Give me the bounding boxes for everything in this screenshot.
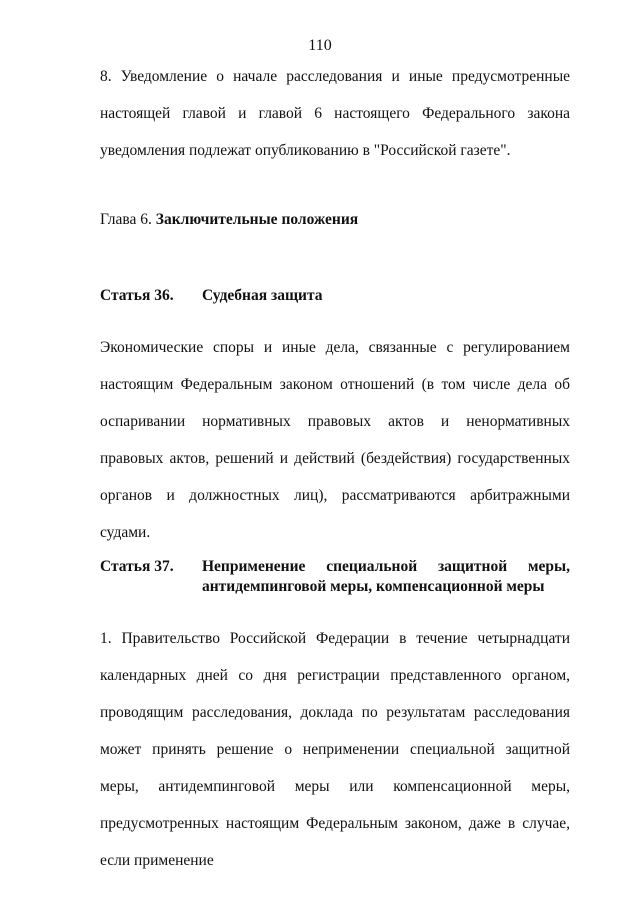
article-37-heading [100,557,570,597]
chapter-label: Глава 6. [100,211,152,228]
article-36-title: Судебная защита [202,287,323,304]
article-37-number: Статья 37. [100,558,174,575]
chapter-heading [100,210,358,230]
article-37-text: 1. Правительство Российской Федерации в течение четырнадцати календарных дней со дня регистрации представленного органом, проводящим расследования, доклада по результатам расследования может принять решение о неприменении специальной защитной меры, антидемпинговой меры или компенсационной меры, предусмотренных настоящим Федеральным законом, даже в случае, если применение [100,630,570,869]
page-number: 110 [308,37,332,54]
article-36-text: Экономические споры и иные дела, связанные с регулированием настоящим Федеральным законом отношений (в том числе дела об оспаривании нормативных правовых актов и ненормативных правовых актов, решений и действий (бездействия) государственных органов и должностных лиц), рассматриваются арбитражными судами. [100,339,570,541]
article-36-number: Статья 36. [100,287,174,304]
chapter-title: Заключительные положения [155,211,359,228]
notice-paragraph: 8. Уведомление о начале расследования и иные предусмотренные настоящей главой и главой 6 настоящего Федерального закона уведомления подлежат опубликованию в "Российской газете". [100,68,570,159]
article-36-heading [100,286,570,306]
article-37-title: Неприменение специальной защитной меры, антидемпинговой меры, компенсационной меры [202,558,570,595]
